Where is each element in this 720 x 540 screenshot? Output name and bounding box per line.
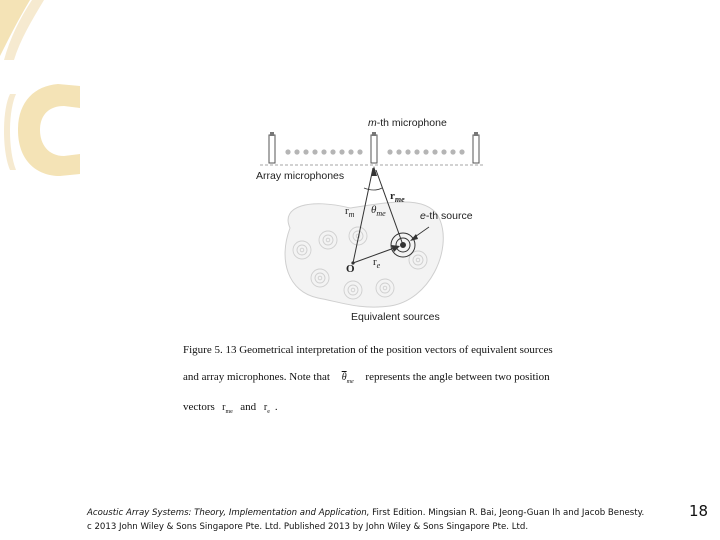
theta-symbol: $\overline{\theta}_{me}$ bbox=[341, 372, 354, 385]
caption-line-1: Figure 5. 13 Geometrical interpretation of the position vectors of equivalent sources bbox=[183, 344, 553, 356]
origin-label: O bbox=[346, 263, 355, 275]
theta-label: $\theta_{me}$ bbox=[371, 204, 386, 219]
caption-line-2: and array microphones. Note that $\overline{\theta}_{me}$ represents the angle between two position bbox=[183, 371, 550, 385]
r-me-label: $r_{me}$ bbox=[390, 190, 405, 205]
decorative-swirl bbox=[0, 0, 90, 60]
page-number: 18 bbox=[689, 502, 709, 520]
source-label: e-th source bbox=[420, 210, 473, 222]
r-e-symbol: $r_e$ bbox=[263, 402, 270, 415]
microphone-center bbox=[371, 132, 377, 163]
microphone-left bbox=[269, 132, 275, 163]
mic-label: m-th microphone bbox=[368, 117, 447, 129]
r-m-label: $r_m$ bbox=[345, 205, 355, 220]
decorative-c-shape bbox=[0, 80, 90, 190]
r-e-label: $r_e$ bbox=[373, 256, 381, 271]
geometry-figure bbox=[240, 110, 500, 330]
microphone-right bbox=[473, 132, 479, 163]
caption-line-3: vectors $r_{me}$ and $r_e$ . bbox=[183, 401, 278, 415]
r-me-symbol: $r_{me}$ bbox=[222, 402, 233, 415]
footer-citation-line-1: Acoustic Array Systems: Theory, Implementation and Application, First Edition. Mingsian R. Bai, Jeong-Guan Ih and Jacob Benesty. bbox=[87, 508, 645, 518]
equivalent-sources-label: Equivalent sources bbox=[351, 311, 440, 323]
angle-arc bbox=[364, 188, 382, 190]
array-label: Array microphones bbox=[256, 170, 345, 182]
footer-citation-line-2: c 2013 John Wiley & Sons Singapore Pte. Ltd. Published 2013 by John Wiley & Sons Singapore Pte. Ltd. bbox=[87, 522, 529, 532]
